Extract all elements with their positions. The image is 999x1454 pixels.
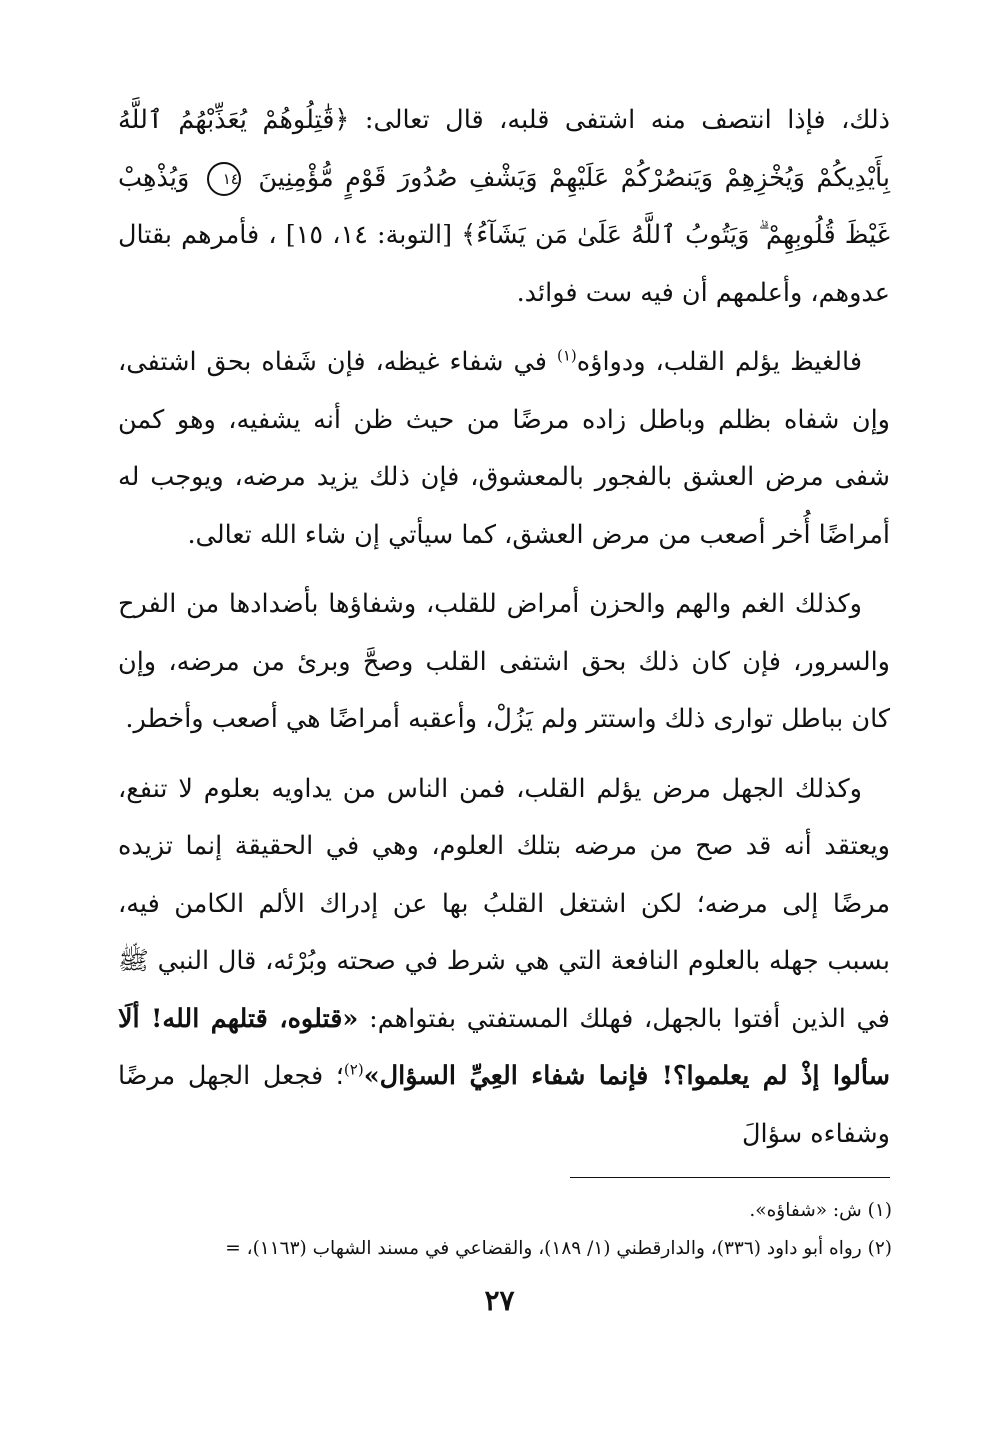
quran-verse-14: ﴿قَٰتِلُوهُمْ يُعَذِّبْهُمُ ٱللَّهُ بِأَيْدِيكُمْ وَيُخْزِهِمْ وَيَنصُرْكُمْ عَلَيْهِمْ وَيَشْفِ صُدُورَ قَوْمٍ مُّؤْمِنِينَ [118, 105, 891, 193]
paragraph-4-text-b: ؛ فجعل الجهل مرضًا وشفاءه سؤالَ [118, 1061, 890, 1149]
paragraph-2-text-a: فالغيظ يؤلم القلب، ودواؤه [576, 347, 863, 377]
paragraph-2 [118, 334, 890, 564]
paragraph-1-text-a: ذلك، فإذا انتصف منه اشتفى قلبه، قال تعالى: [349, 105, 890, 135]
footnote-ref-2[interactable]: (٢) [343, 1060, 364, 1079]
quran-verse-15: وَيُذْهِبْ غَيْظَ قُلُوبِهِمْ ۗ وَيَتُوبُ ٱللَّهُ عَلَىٰ مَن يَشَآءُ﴾ [118, 162, 891, 250]
paragraph-2-text-b: في شفاء غيظه، فإن شَفاه بحق اشتفى، وإن شفاه بظلم وباطل زاده مرضًا من حيث ظن أنه يشفيه، وهو كمن شفى مرض العشق بالفجور بالمعشوق، فإن ذلك يزيد مرضه، ويوجب له أمراضًا أُخر أصعب من مرض العشق، كما سيأتي إن شاء الله تعالى. [118, 347, 890, 550]
paragraph-4-text-a: وكذلك الجهل مرض يؤلم القلب، فمن الناس من يداويه بعلوم لا تنفع، ويعتقد أنه قد صح من مرضه بتلك العلوم، وهي في الحقيقة إنما تزيده مرضًا إلى مرضه؛ لكن اشتغل القلبُ بها عن إدراك الألم الكامن فيه، بسبب جهله بالعلوم النافعة التي هي شرط في صحته وبُرْئه، قال النبي ﷺ في الذين أفتوا بالجهل، فهلك المستفتي بفتواهم: [118, 773, 890, 1034]
footnote-ref-1[interactable]: (١) [556, 346, 577, 365]
paragraph-4 [118, 761, 890, 1164]
paragraph-3 [118, 576, 890, 749]
paragraph-3-text: وكذلك الغم والهم والحزن أمراض للقلب، وشفاؤها بأضدادها من الفرح والسرور، فإن كان ذلك بحق اشتفى القلب وصحَّ وبرئ من مرضه، وإن كان بباطل توارى ذلك واستتر ولم يَزُلْ، وأعقبه أمراضًا هي أصعب وأخطر. [118, 589, 890, 734]
quran-reference: [التوبة: ١٤، ١٥] [285, 220, 453, 250]
paragraph-1 [118, 92, 890, 322]
paragraph-1-text-b: ، فأمرهم بقتال عدوهم، وأعلمهم أن فيه ست فوائد. [118, 220, 890, 308]
footnotes [96, 1192, 892, 1268]
footnote-separator [570, 1177, 890, 1178]
footnote-2: (٢) رواه أبو داود (٣٣٦)، والدارقطني (١/ ١٨٩)، والقضاعي في مسند الشهاب (١١٦٣)، = [225, 1238, 892, 1259]
hadith-quote: «قتلوه، قتلهم الله! ألَا سألوا إذْ لم يعلموا؟! فإنما شفاء العِيِّ السؤال» [118, 1003, 891, 1091]
page-number: ٢٧ [484, 1284, 515, 1317]
ayah-number-marker: ١٤ [207, 162, 241, 196]
main-text [118, 92, 890, 1175]
footnote-1: (١) ش: «شفاؤه». [749, 1200, 892, 1221]
